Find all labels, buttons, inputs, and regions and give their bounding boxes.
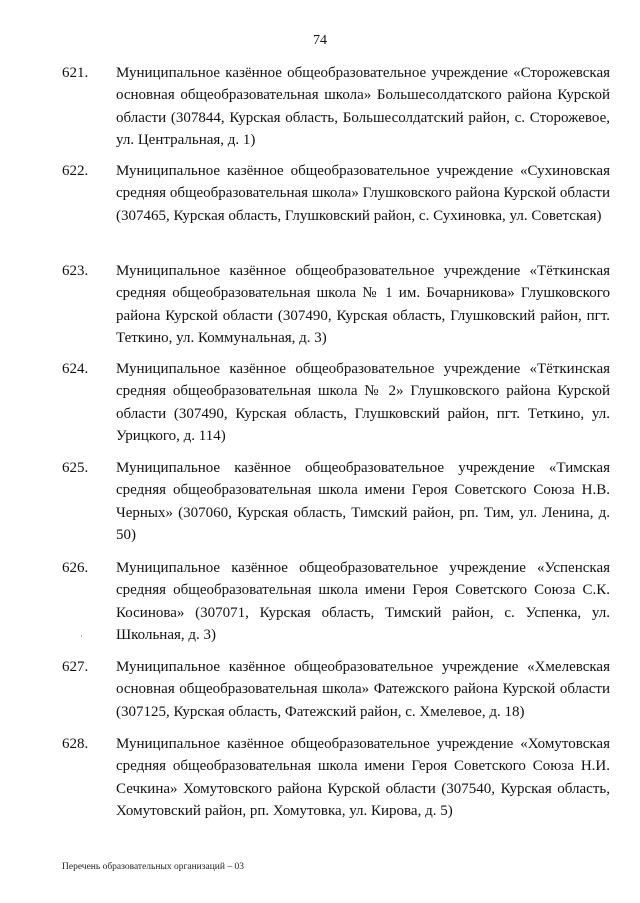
item-number: 624. [62,361,89,377]
item-text: Муниципальное казённое общеобразовательное учреждение «Тимская средняя общеобразовательная школа имени Героя Советского Союза Н.В. Черных» (307060, Курская область, Тимский район, рп. Тим, ул. Ленина, д. 50) [116,460,610,543]
item-number: 628. [62,736,89,752]
list-item-623 [62,260,610,349]
item-text: Муниципальное казённое общеобразовательное учреждение «Тёткинская средняя общеобразовательная школа № 1 им. Бочарникова» Глушковского района Курской области (307490, Курская область, Глушковский район, пгт. Теткино, ул. Коммунальная, д. 3) [116,263,610,346]
item-number: 621. [62,65,89,81]
item-number: 625. [62,460,89,476]
item-text: Муниципальное казённое общеобразовательное учреждение «Хмелевская основная общеобразовательная школа» Фатежского района Курской области (307125, Курская область, Фатежский район, с. Хмелевое, д. 18) [116,659,610,720]
list-item-627 [62,656,610,723]
list-item-624 [62,358,610,447]
item-text: Муниципальное казённое общеобразовательное учреждение «Успенская средняя общеобразовательная школа имени Героя Советского Союза С.К. Косинова» (307071, Курская область, Тимский район, с. Успенка, ул. Школьная, д. 3) [116,560,610,643]
list-item-622 [62,160,610,227]
document-footer: Перечень образовательных организаций – 03 [62,862,244,872]
item-number: 626. [62,560,89,576]
item-number: 623. [62,263,89,279]
list-item-621 [62,62,610,151]
list-item-628 [62,733,610,822]
page-number: 74 [313,33,327,48]
item-text: Муниципальное казённое общеобразовательное учреждение «Тёткинская средняя общеобразовательная школа № 2» Глушковского района Курской области (307490, Курская область, Глушковский район, пгт. Теткино, ул. Урицкого, д. 114) [116,361,610,444]
list-item-625 [62,457,610,546]
scan-speck: · [80,631,83,641]
item-number: 622. [62,163,89,179]
item-text: Муниципальное казённое общеобразовательное учреждение «Сторожевская основная общеобразовательная школа» Большесолдатского района Курской области (307844, Курская область, Большесолдатский район, с. Сторожевое, ул. Центральная, д. 1) [116,65,610,148]
item-number: 627. [62,659,89,675]
item-text: Муниципальное казённое общеобразовательное учреждение «Хомутовская средняя общеобразовательная школа имени Героя Советского Союза Н.И. Сечкина» Хомутовского района Курской области (307540, Курская область, Хомутовский район, рп. Хомутовка, ул. Кирова, д. 5) [116,736,610,819]
item-text: Муниципальное казённое общеобразовательное учреждение «Сухиновская средняя общеобразовательная школа» Глушковского района Курской области (307465, Курская область, Глушковский район, с. Сухиновка, ул. Советская) [116,163,611,224]
list-item-626 [62,557,610,646]
